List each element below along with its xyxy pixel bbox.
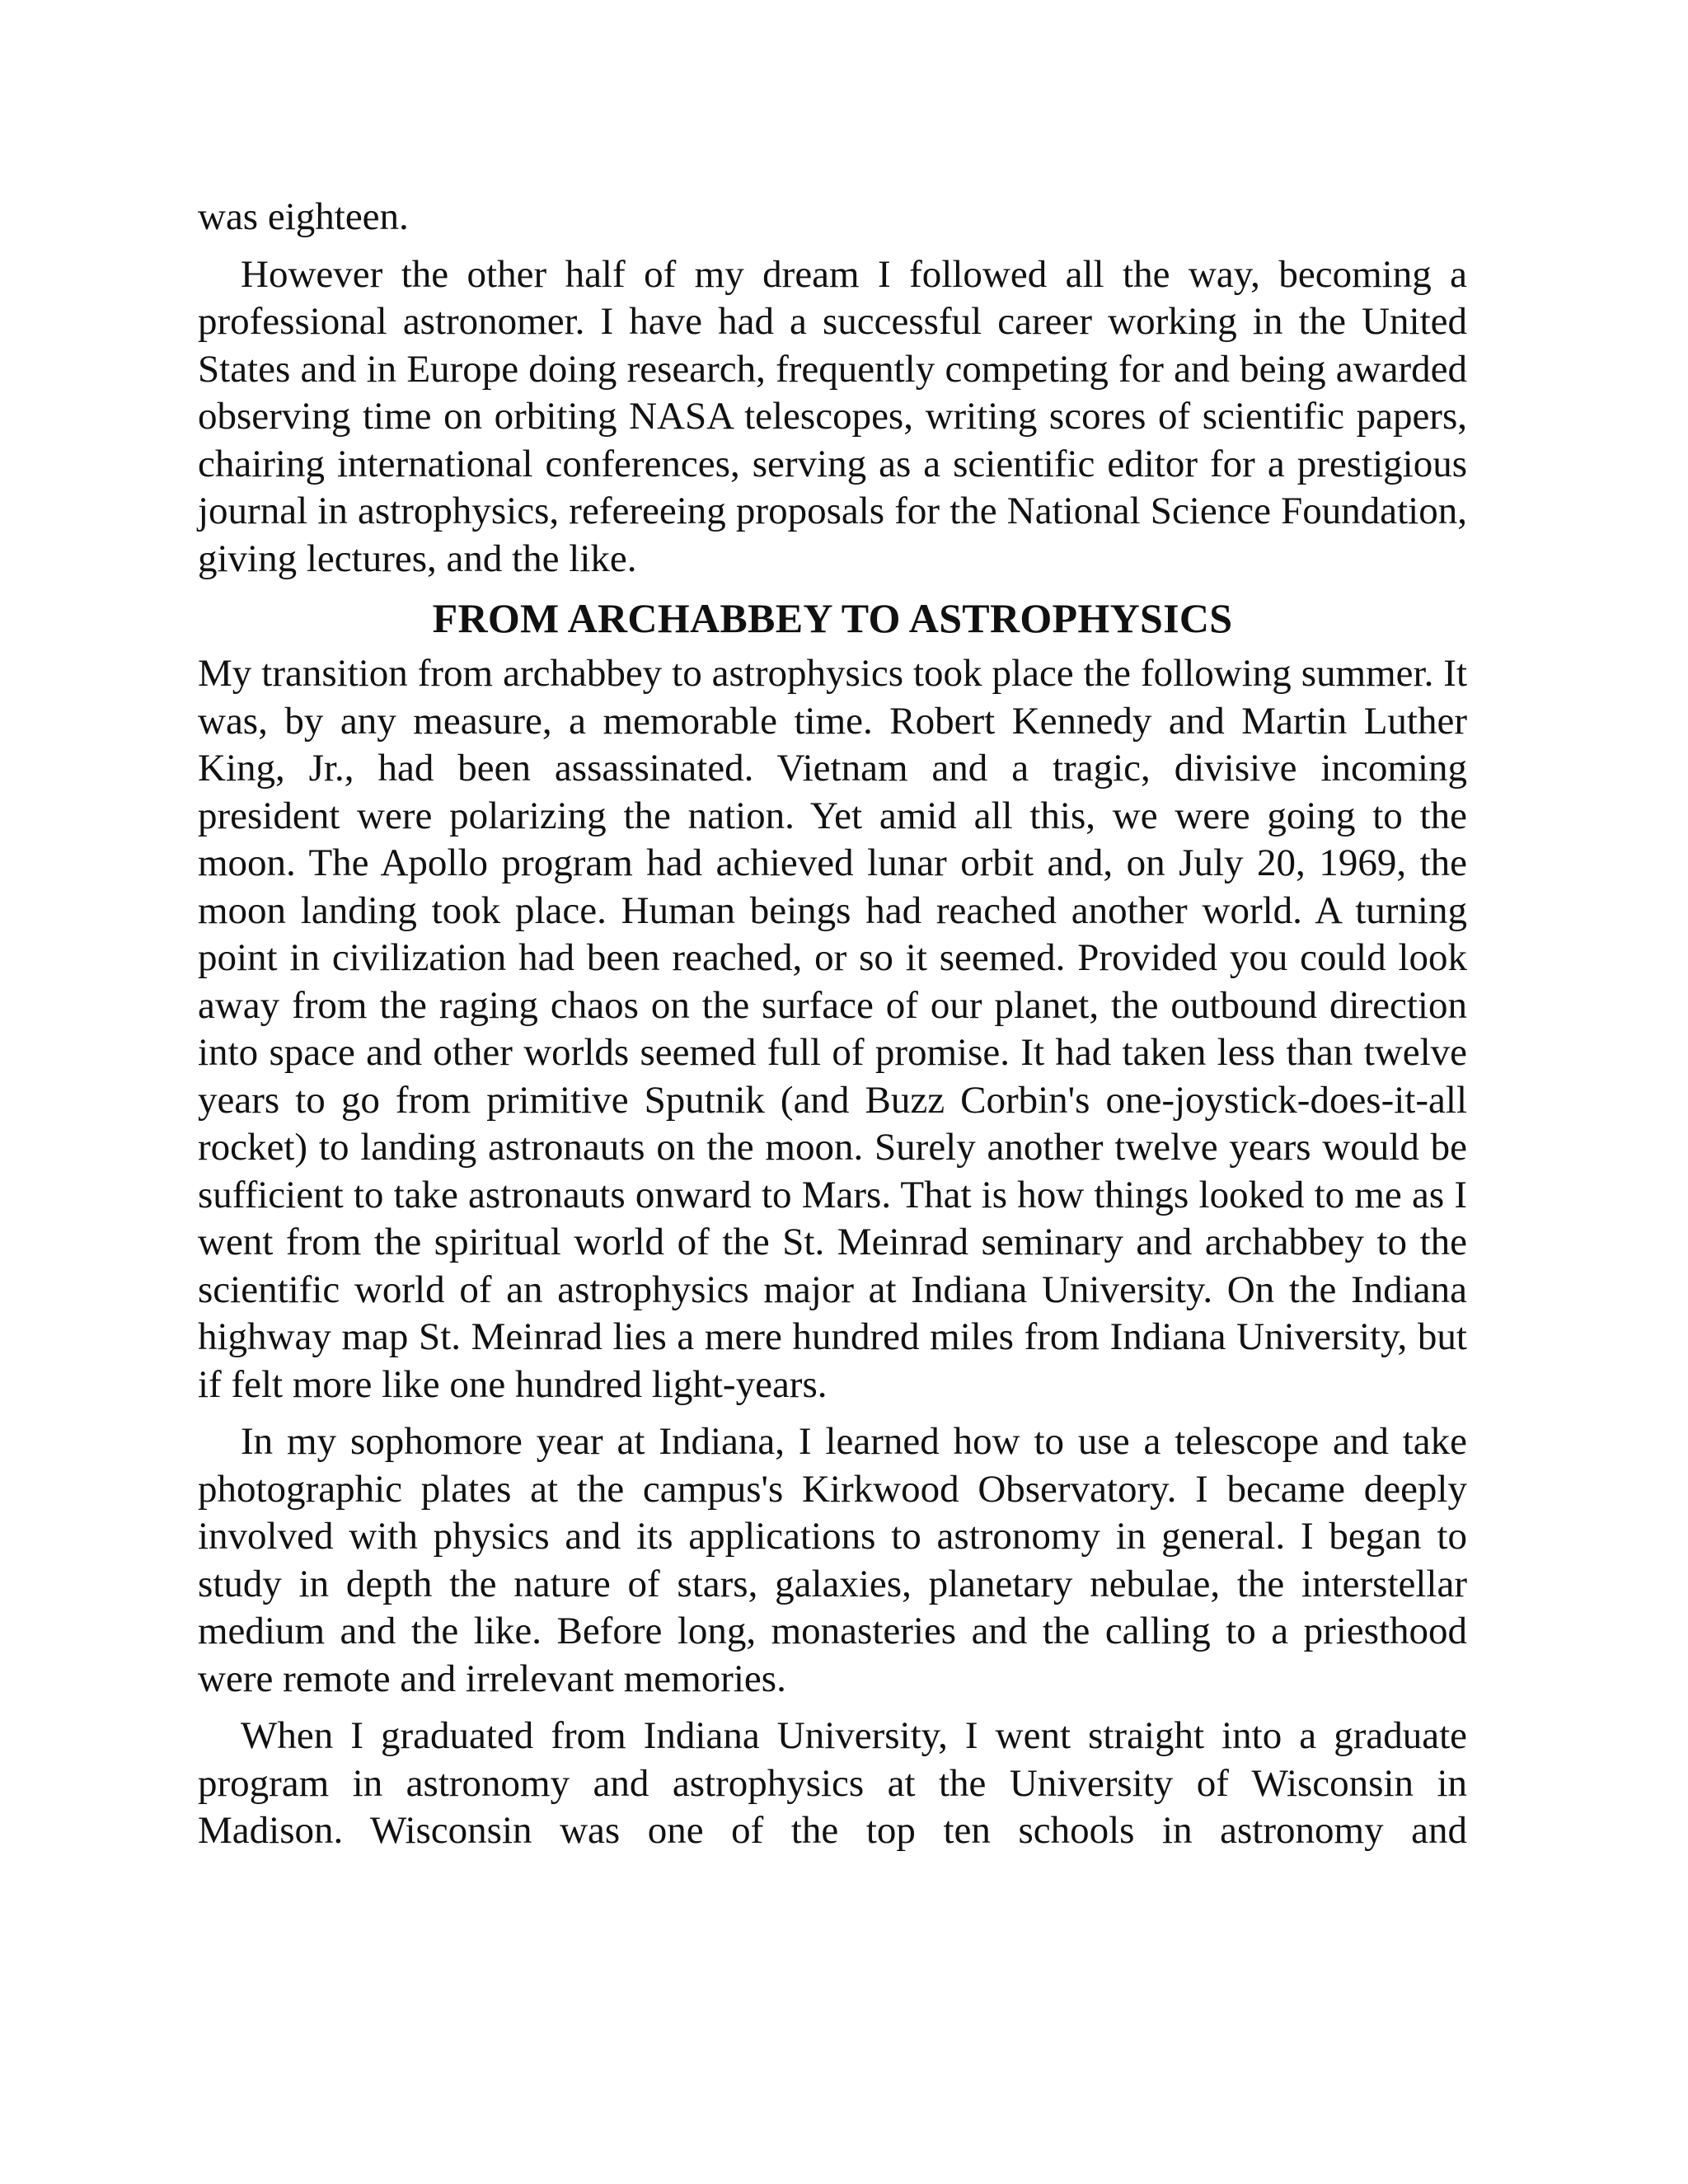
paragraph-sophomore-year: In my sophomore year at Indiana, I learned how to use a telescope and take photographic plates at the campus's Kirkwood Observatory. I became deeply involved with physics and its applications to astronomy in general. I began to study in depth the nature of stars, galaxies, planetary nebulae, the interstellar medium and the like. Before long, monasteries and the calling to a priesthood were remote and irrelevant memories. [198,1420,1467,1700]
section-heading: FROM ARCHABBEY TO ASTROPHYSICS [432,595,1233,641]
paragraph-transition: My transition from archabbey to astrophysics took place the following summer. It was, by any measure, a memorable time. Robert Kennedy and Martin Luther King, Jr., had been assassinated. Vietnam and a tragic, divisive incoming president were polarizing the nation. Yet amid all this, we were going to the moon. The Apollo program had achieved lunar orbit and, on July 20, 1969, the moon landing took place. Human beings had reached another world. A turning point in civilization had been reached, or so it seemed. Provided you could look away from the raging chaos on the surface of our planet, the outbound direction into space and other worlds seemed full of promise. It had taken less than twelve years to go from primitive Sputnik (and Buzz Corbin's one-joystick-does-it-all rocket) to landing astronauts on the moon. Surely another twelve years would be sufficient to take astronauts onward to Mars. That is how things looked to me as I went from the spiritual world of the St. Meinrad seminary and archabbey to the scientific world of an astrophysics major at Indiana University. On the Indiana highway map St. Meinrad lies a mere hundred miles from Indiana University, but if felt more like one hundred light-years. [198,652,1467,1406]
book-page [198,194,1467,1855]
paragraph-graduate-program: When I graduated from Indiana University, I went straight into a graduate program in astronomy and astrophysics at the University of Wisconsin in Madison. Wisconsin was one of the top ten schools in astronomy and [198,1714,1467,1852]
paragraph-astronomer-career: However the other half of my dream I followed all the way, becoming a professional astronomer. I have had a successful career working in the United States and in Europe doing research, frequently competing for and being awarded observing time on orbiting NASA telescopes, writing scores of scientific papers, chairing international conferences, serving as a scientific editor for a prestigious journal in astrophysics, refereeing proposals for the National Science Foundation, giving lectures, and the like. [198,252,1467,580]
paragraph-continued-fragment: was eighteen. [198,195,409,238]
